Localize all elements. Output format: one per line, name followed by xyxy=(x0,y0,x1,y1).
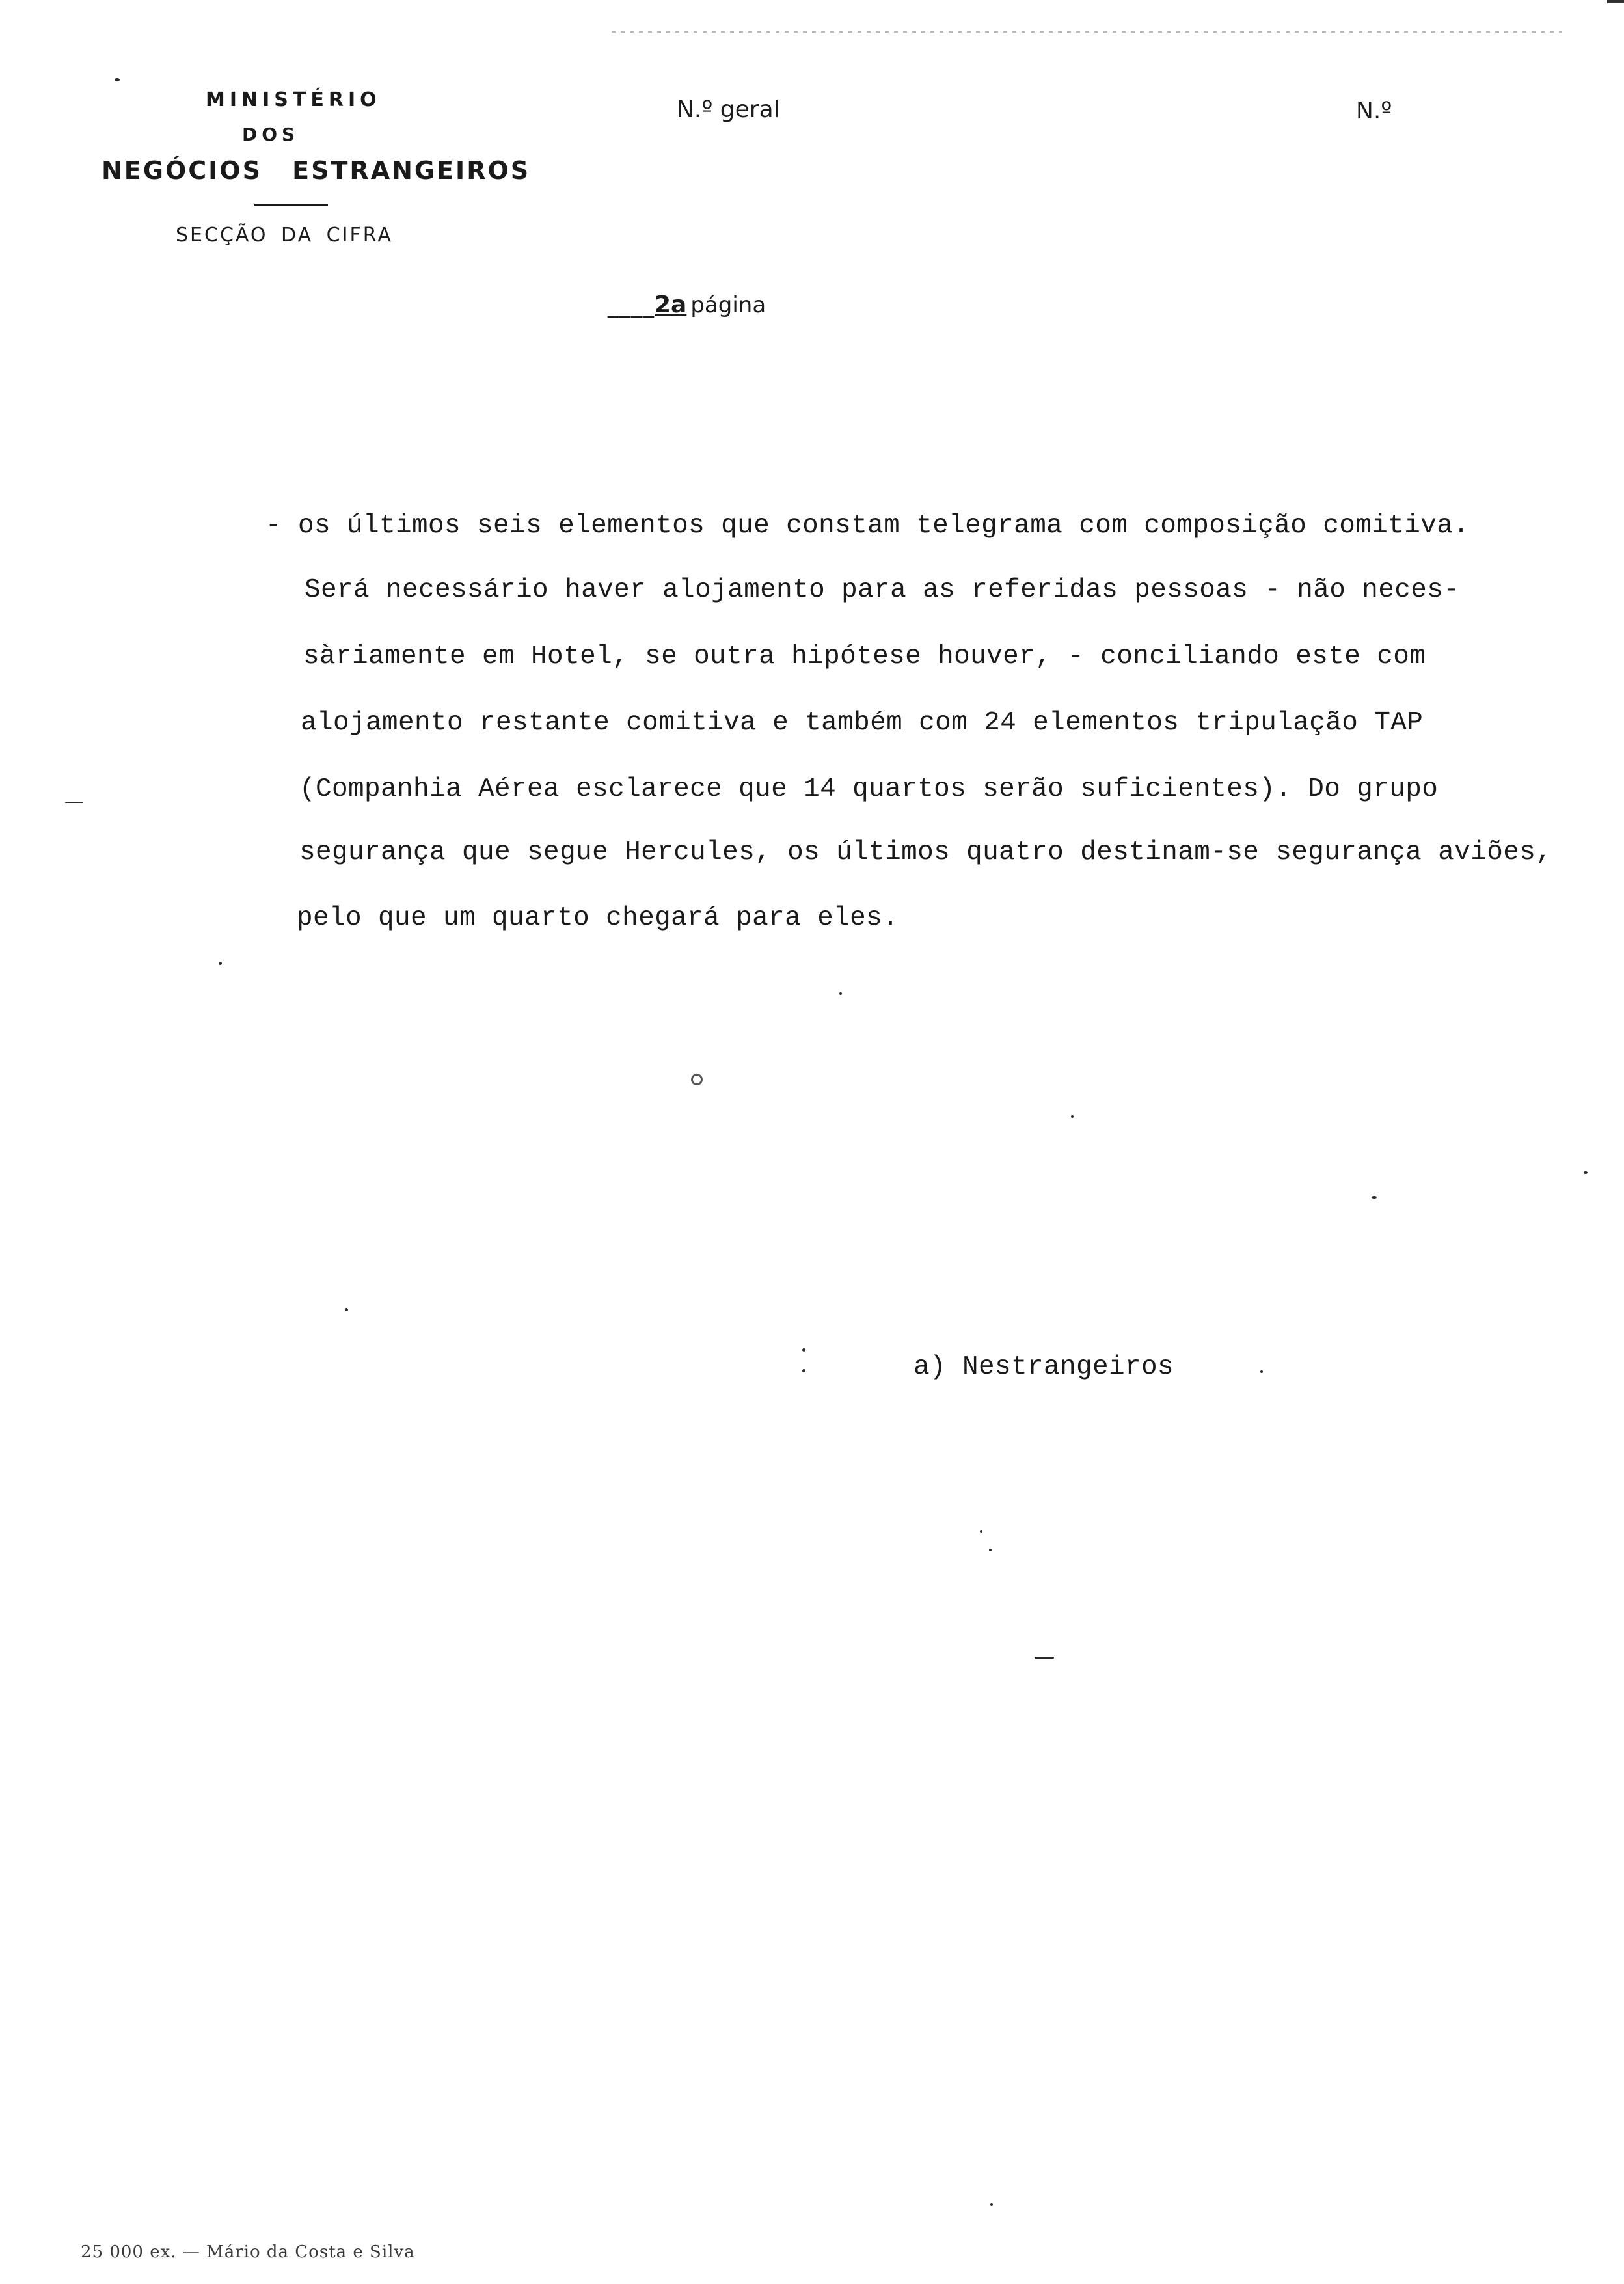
scan-speck xyxy=(65,802,83,803)
scan-speck xyxy=(345,1308,348,1311)
scan-speck xyxy=(802,1369,805,1372)
body-line-7: pelo que um quarto chegará para eles. xyxy=(297,903,899,933)
scan-speck xyxy=(980,1530,982,1533)
ministry-name-line-2: DOS xyxy=(242,124,300,145)
body-line-3: sàriamente em Hotel, se outra hipótese houver, - conciliando este com xyxy=(303,642,1426,672)
scan-speck xyxy=(1035,1657,1054,1659)
body-line-5: (Companhia Aérea esclarece que 14 quartos serão suficientes). Do grupo xyxy=(299,774,1439,804)
scan-speck xyxy=(115,78,120,81)
scan-speck xyxy=(1584,1171,1588,1174)
scan-edge-mark xyxy=(1607,0,1624,3)
scan-speck xyxy=(1372,1196,1377,1199)
ministry-name-line-3: NEGÓCIOS ESTRANGEIROS xyxy=(102,156,531,185)
section-name: SECÇÃO DA CIFRA xyxy=(176,224,393,247)
scan-speck xyxy=(1071,1115,1074,1118)
scan-speck xyxy=(802,1348,805,1352)
number-label: N.º xyxy=(1356,98,1392,124)
scan-noise-top xyxy=(612,31,1562,33)
page-indicator xyxy=(608,292,766,318)
ministry-name-line-1: MINISTÉRIO xyxy=(206,88,381,111)
body-line-2: Será necessário haver alojamento para as referidas pessoas - não neces- xyxy=(304,575,1460,605)
addressee-signature: a) Nestrangeiros xyxy=(914,1352,1174,1382)
scan-speck xyxy=(219,962,222,965)
body-line-6: segurança que segue Hercules, os últimos quatro destinam-se segurança aviões, xyxy=(299,837,1552,867)
ministry-divider xyxy=(254,204,328,206)
scan-speck xyxy=(839,992,842,995)
body-line-4: alojamento restante comitiva e também com 24 elementos tripulação TAP xyxy=(301,708,1424,738)
scan-speck xyxy=(990,2203,993,2206)
scan-speck xyxy=(1260,1370,1263,1373)
scan-speck xyxy=(989,1549,992,1551)
page-number: 2a xyxy=(655,292,687,318)
general-number-label: N.º geral xyxy=(677,96,780,123)
printer-footer: 25 000 ex. — Mário da Costa e Silva xyxy=(81,2242,415,2262)
page-label: página xyxy=(690,292,766,318)
body-line-1: - os últimos seis elementos que constam telegrama com composição comitiva. xyxy=(265,511,1470,541)
scan-speck xyxy=(691,1074,703,1085)
page-indicator-leader: ____ xyxy=(608,292,655,318)
